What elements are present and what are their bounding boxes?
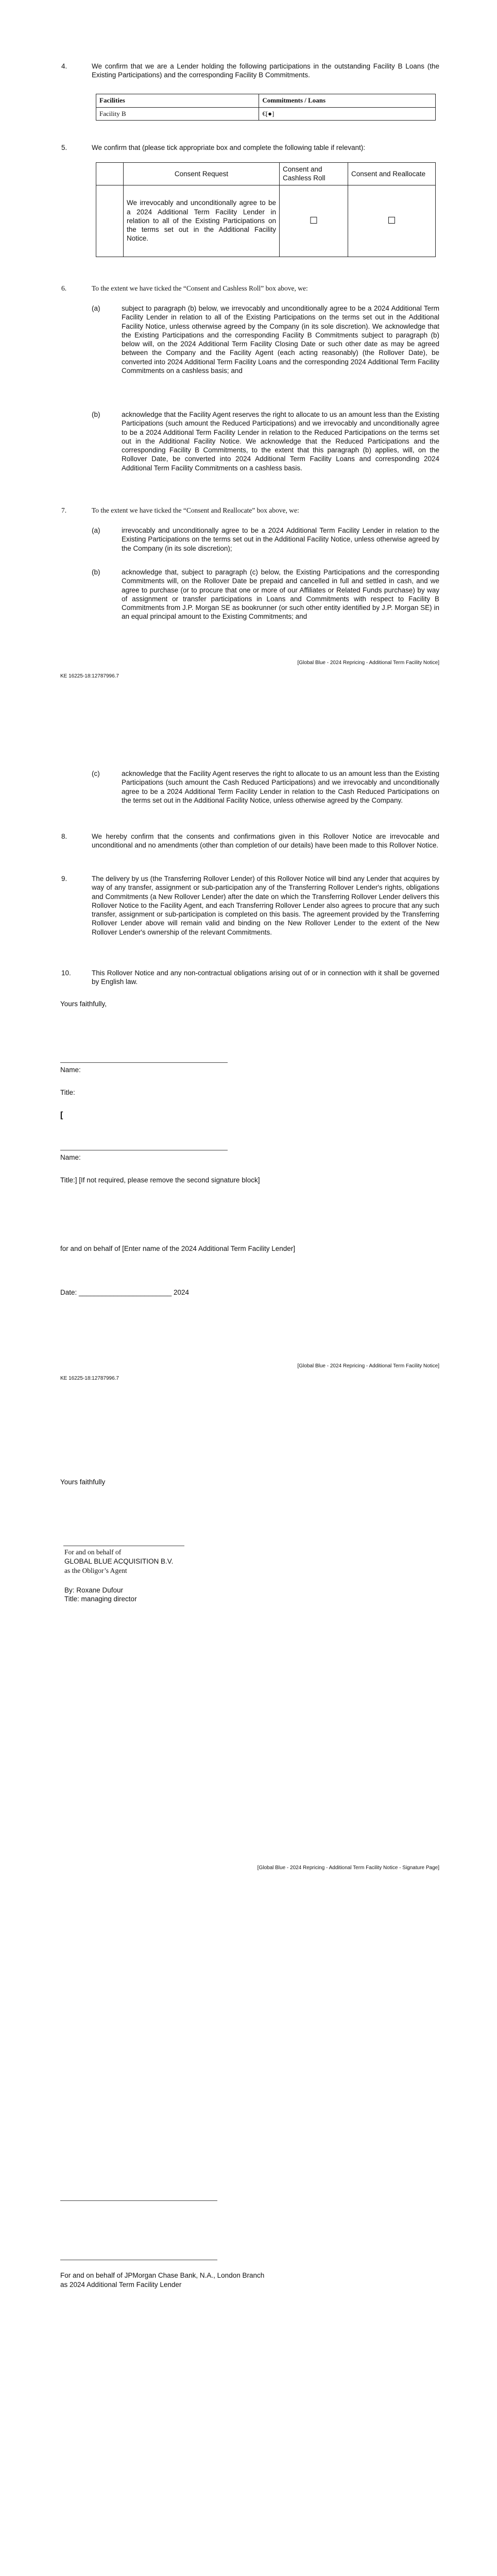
signature-line xyxy=(60,2200,217,2201)
table-header: Consent and Reallocate xyxy=(348,163,436,185)
table-cell: Facility B xyxy=(96,107,259,121)
sub-text: acknowledge that the Facility Agent reserves the right to allocate to us an amount less than the Existing Participations (such amount the Cash Reduced Participations) and we irrevocably and unconditionally agree to be a 2024 Additional Term Facility Lender in relation to the Cash Reduced Participations on the terms set out in the Additional Facility Notice, unless otherwise agreed by the Company. xyxy=(122,770,439,804)
para-number: 6. xyxy=(61,284,67,292)
sub-label: (a) xyxy=(92,527,100,534)
signatory-name: By: Roxane Dufour xyxy=(64,1586,124,1594)
sub-text: subject to paragraph (b) below, we irrevocably and unconditionally agree to be a 2024 Additional Term Facility Lender in relation to all of the Existing Participations on the terms set out in the Additional Facility Notice, unless otherwise agreed by the Company (in its sole discretion). We acknowledge that the Existing Participations and the corresponding Facility B Commitments subject to paragraph (b) below will, on the 2024 Additional Term Facility Closing Date or such other date as may be agreed between the Company and the Facility Agent (each acting reasonably) (the Rollover Date), be converted into 2024 Additional Term Facility Loans and the corresponding 2024 Additional Term Facility Commitments on a cashless basis; and xyxy=(122,304,439,375)
name-label: Name: xyxy=(60,1154,81,1161)
bracket-mark: [ xyxy=(60,1111,63,1120)
para-text: To the extent we have ticked the “Consent and Reallocate” box above, we: xyxy=(92,506,299,514)
para-text: We confirm that we are a Lender holding the following participations in the outstanding Facility B Loans (the Existing Participations) and the corresponding Facility B Commitments. xyxy=(92,62,439,79)
sub-label: (b) xyxy=(92,568,100,576)
footer-notice: [Global Blue - 2024 Repricing - Additional Term Facility Notice] xyxy=(297,1363,439,1369)
title-label: Title: xyxy=(60,1089,75,1096)
sub-text: acknowledge that, subject to paragraph (c) below, the Existing Participations and the corresponding Commitments will, on the Rollover Date be prepaid and cancelled in full and settled in cash, and we agree to purchase (or to procure that one or more of our Affiliates or Related Funds purchase) by way of assignment or transfer participations in Loans and Commitments with respect to Facility B Commitments from J.P. Morgan SE as bookrunner (or such other entity identified by J.P. Morgan SE) in an equal principal amount to the Existing Commitments; and xyxy=(122,568,439,621)
consent-table xyxy=(96,162,436,257)
sub-label: (c) xyxy=(92,770,100,777)
sub-text: irrevocably and unconditionally agree to be a 2024 Additional Term Facility Lender in relation to the Existing Participations on the terms set out in the Additional Facility Notice, unless otherwise agreed by the Company (in its sole discretion); xyxy=(122,527,439,552)
footer-signature: [Global Blue - 2024 Repricing - Additional Term Facility Notice - Signature Page] xyxy=(257,1865,439,1871)
lender-role: as 2024 Additional Term Facility Lender xyxy=(60,2281,182,2289)
para-number: 8. xyxy=(61,833,67,840)
para-text: We confirm that (please tick appropriate box and complete the following table if relevant): xyxy=(92,144,366,151)
title-label: Title:] [If not required, please remove the second signature block] xyxy=(60,1176,260,1184)
para-text: To the extent we have ticked the “Consent and Cashless Roll” box above, we: xyxy=(92,284,308,292)
para-number: 10. xyxy=(61,969,71,977)
para-number: 7. xyxy=(61,506,67,514)
signatory-title: Title: managing director xyxy=(64,1595,137,1603)
behalf-text: For and on behalf of JPMorgan Chase Bank, N.A., London Branch xyxy=(60,2272,265,2279)
checkbox-cashless-roll[interactable]: ☐ xyxy=(280,185,348,257)
closing-text: Yours faithfully xyxy=(60,1478,106,1486)
table-cell: We irrevocably and unconditionally agree to be a 2024 Additional Term Facility Lender in relation to all of the Existing Participations on the terms set out in the Additional Facility Notice. xyxy=(124,185,280,257)
para-number: 5. xyxy=(61,144,67,151)
table-header: Consent Request xyxy=(124,163,280,185)
sub-label: (a) xyxy=(92,304,100,312)
doc-reference: KE 16225-18:12787996.7 xyxy=(60,673,119,679)
date-field[interactable]: Date: ________________________ 2024 xyxy=(60,1289,189,1296)
table-header: Commitments / Loans xyxy=(259,94,436,108)
para-text: We hereby confirm that the consents and confirmations given in this Rollover Notice are irrevocable and unconditional and no amendments (other than completion of our details) have been made to this Rollover Notice. xyxy=(92,833,439,850)
doc-reference: KE 16225-18:12787996.7 xyxy=(60,1376,119,1381)
checkbox-reallocate[interactable]: ☐ xyxy=(348,185,436,257)
name-label: Name: xyxy=(60,1066,81,1074)
para-number: 9. xyxy=(61,875,67,883)
table-header: Consent and Cashless Roll xyxy=(280,163,348,185)
company-name: GLOBAL BLUE ACQUISITION B.V. xyxy=(64,1557,174,1565)
table-cell: €[●] xyxy=(259,107,436,121)
table-header: Facilities xyxy=(96,94,259,108)
para-text: The delivery by us (the Transferring Rollover Lender) of this Rollover Notice will bind any Lender that acquires by way of any transfer, assignment or sub-participation any of the Transferring Rollover Lender's rights, obligations and Commitments (a New Rollover Lender) after the date on which the Transferring Rollover Lender delivers this Rollover Notice to the Facility Agent, and each Transferring Rollover Lender also agrees to procure that any such transfer, assignment or sub-participation is completed on this basis. The agreement provided by the Transferring Rollover Lender above will remain valid and binding on the New Rollover Lender to the extent of the New Rollover Lender's ownership of the relevant Commitments. xyxy=(92,875,439,936)
closing-text: Yours faithfully, xyxy=(60,1000,107,1008)
behalf-text: for and on behalf of [Enter name of the 2024 Additional Term Facility Lender] xyxy=(60,1245,296,1252)
para-number: 4. xyxy=(61,62,67,70)
behalf-text: For and on behalf of xyxy=(64,1548,122,1556)
sub-text: acknowledge that the Facility Agent reserves the right to allocate to us an amount less than the Existing Participations (such amount the Reduced Participations) and we irrevocably and unconditionally agree to be a 2024 Additional Term Facility Lender in relation to the Reduced Participations on the terms set out in the Additional Facility Notice. We acknowledge that the Reduced Participations and the corresponding Facility B Commitments, to the extent that this paragraph (b) applies, will, on the Rollover Date, be converted into 2024 Additional Term Facility Loans and corresponding 2024 Additional Term Facility Commitments on a cashless basis. xyxy=(122,411,439,472)
facility-table xyxy=(96,94,436,121)
sub-label: (b) xyxy=(92,411,100,418)
para-text: This Rollover Notice and any non-contractual obligations arising out of or in connection with it shall be governed by English law. xyxy=(92,969,439,986)
signature-line xyxy=(60,1062,228,1063)
agent-role: as the Obligor’s Agent xyxy=(64,1567,127,1574)
footer-notice: [Global Blue - 2024 Repricing - Additional Term Facility Notice] xyxy=(297,660,439,666)
